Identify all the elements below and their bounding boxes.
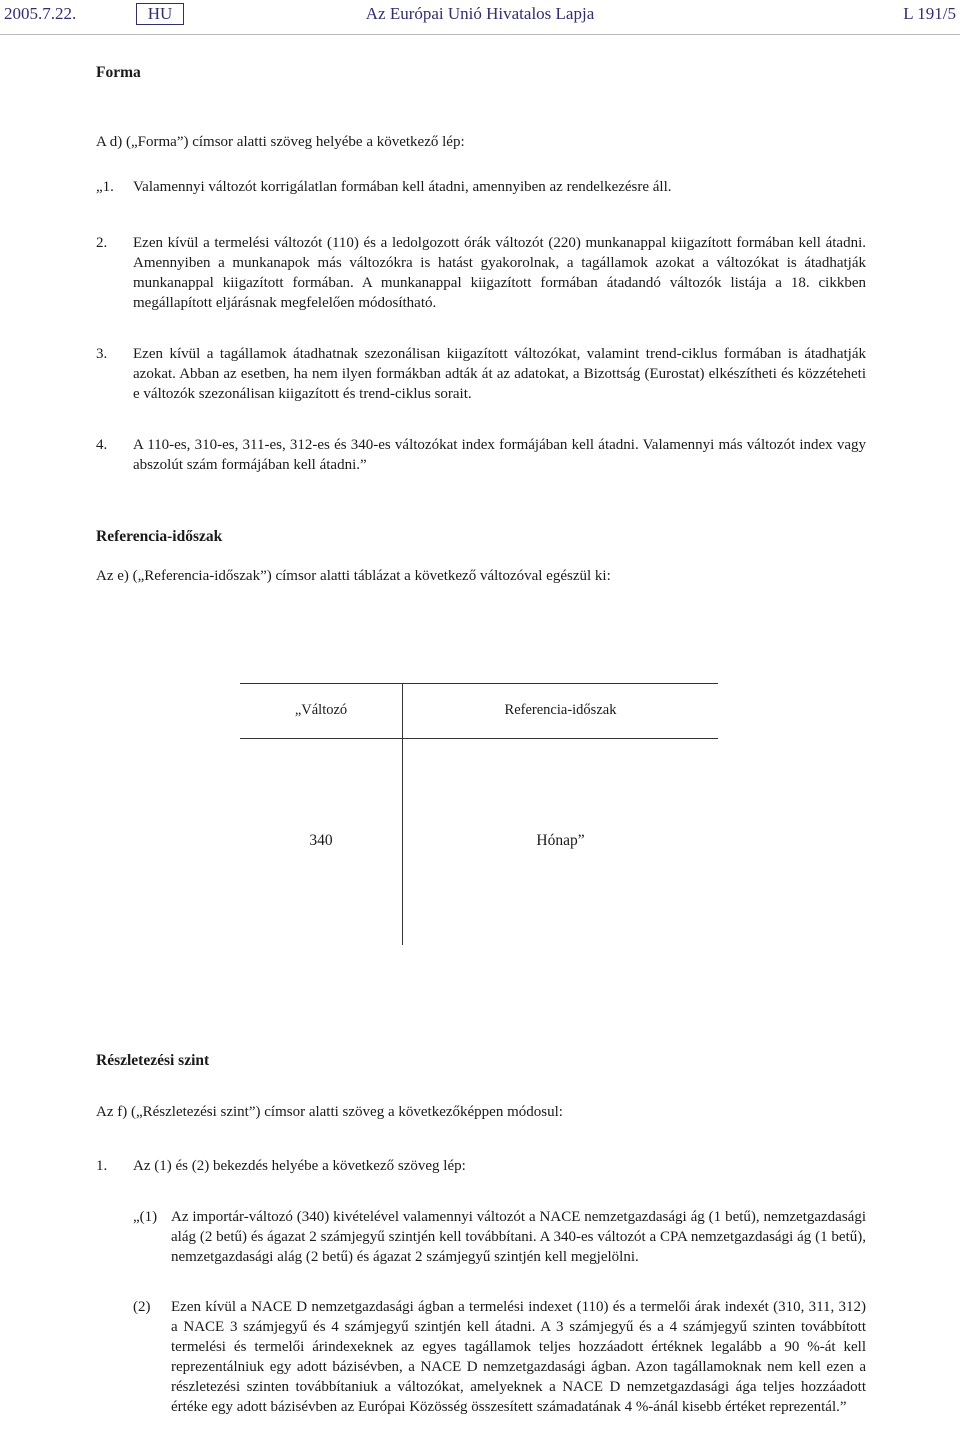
forma-item-text: A 110-es, 310-es, 311-es, 312-es és 340-es változókat index formájában kell átadni. Valamennyi más változót index vagy abszolút szám formájában kell átadni.”	[133, 437, 866, 473]
table-cell-variable: 340	[309, 832, 333, 849]
journal-title: Az Európai Unió Hivatalos Lapja	[365, 4, 595, 23]
publication-date: 2005.7.22.	[4, 4, 77, 23]
forma-item-number: 4.	[96, 437, 108, 453]
forma-item-number: 3.	[96, 346, 108, 362]
subparagraph-text: Az importár-változó (340) kivételével valamennyi változót a NACE nemzetgazdasági ág (1 betű), nemzetgazdasági alág (2 betű) és ágazat 2 számjegyű szintjén kell továbbítani. A 340-es változót a CPA nemzetgazdasági ág (1 betű), nemzetgazdasági alág (2 betű) és ágazat 2 számjegyű szintjén kell megjelölni.	[171, 1209, 866, 1265]
reszletezesi-intro: Az f) („Részletezési szint”) címsor alatti szöveg a következőképpen módosul:	[96, 1104, 563, 1120]
table-header-rule	[240, 738, 718, 739]
section-heading-reszletezesi: Részletezési szint	[96, 1052, 210, 1069]
table-header-reference-period: Referencia-időszak	[504, 702, 617, 718]
section-heading-forma: Forma	[96, 64, 141, 81]
subparagraph-text: Ezen kívül a NACE D nemzetgazdasági ágban a termelési indexet (110) és a termelői árak indexét (310, 311, 312) a NACE 3 számjegyű és 4 számjegyű szintjén kell átadni. A 3 számjegyű és a 4 számjegyű szinten továbbított termelési és termelői árindexeknek az egyes tagállamok teljes hozzáadott értéknek legalább a 90 %-át kell reprezentálniuk egy adott bázisévben, a NACE D nemzetgazdasági ágban. Azon tagállamoknak nem kell ezen a részletezési szinten továbbítaniuk a változókat, amelyeknek a NACE D nemzetgazdasági ága teljes hozzáadott értéke egy adott bázisévben az Európai Közösség összesített számadatának 4 %-ánál kisebb értéket reprezentál.”	[171, 1299, 866, 1415]
table-top-rule	[240, 683, 718, 684]
header-divider	[0, 34, 960, 35]
subparagraph-number: „(1)	[133, 1209, 158, 1225]
table-column-divider	[402, 683, 403, 945]
reszletezesi-item-number: 1.	[96, 1158, 108, 1174]
forma-item-number: „1.	[96, 179, 114, 195]
language-badge: HU	[136, 3, 184, 25]
reszletezesi-item-text: Az (1) és (2) bekezdés helyébe a következő szöveg lép:	[133, 1158, 466, 1174]
forma-item-number: 2.	[96, 235, 108, 251]
page-reference: L 191/5	[903, 4, 956, 23]
forma-item-text: Ezen kívül a termelési változót (110) és a ledolgozott órák változót (220) munkanappal kiigazított formában kell átadni. Amennyiben a munkanapok más változókra is hatást gyakorolnak, a tagállamok azokat a változókat is átadhatják munkanappal kiigazított formában. A munkanappal kiigazított formában átadandó változók listája a 18. cikkben megállapított eljárásnak megfelelően módosítható.	[133, 235, 866, 311]
forma-item-text: Ezen kívül a tagállamok átadhatnak szezonálisan kiigazított változókat, valamint trend-ciklus formában is átadhatják azokat. Abban az esetben, ha nem ilyen formákban adták át az adatokat, a Bizottság (Eurostat) elkészítheti és közzéteheti e változók szezonálisan kiigazított és trend-ciklus sorait.	[133, 346, 866, 402]
section-heading-referencia: Referencia-időszak	[96, 528, 223, 545]
subparagraph-number: (2)	[133, 1299, 151, 1315]
forma-item-text: Valamennyi változót korrigálatlan formában kell átadni, amennyiben az rendelkezésre áll.	[133, 179, 672, 195]
table-header-variable: „Változó	[294, 702, 348, 718]
forma-intro: A d) („Forma”) címsor alatti szöveg helyébe a következő lép:	[96, 134, 465, 150]
table-cell-reference-period: Hónap”	[536, 832, 585, 849]
referencia-intro: Az e) („Referencia-időszak”) címsor alatti táblázat a következő változóval egészül ki:	[96, 568, 611, 584]
